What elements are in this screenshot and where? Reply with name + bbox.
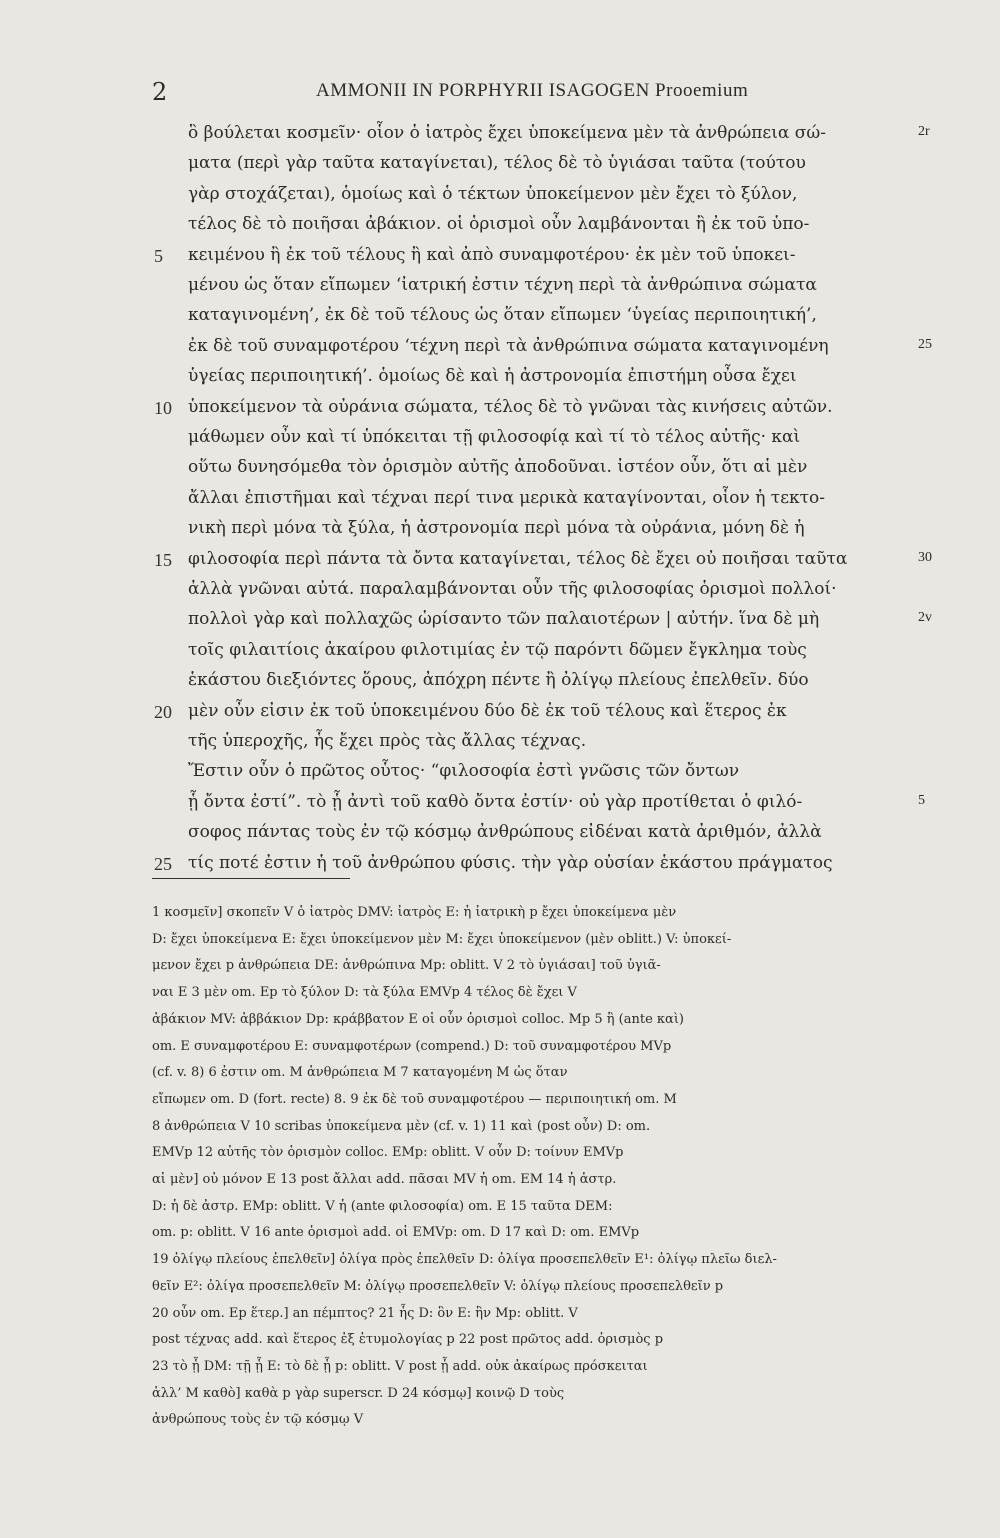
text-line-content: καταγινομένη’, ἐκ δὲ τοῦ τέλους ὡς ὅταν εἴπωμεν ‘ὑγείας περιποιητική’, bbox=[188, 305, 817, 326]
line-number: 5 bbox=[154, 245, 163, 266]
apparatus-line: om. E συναμφοτέρου E: συναμφοτέρων (compend.) D: τοῦ συναμφοτέρου MVp bbox=[152, 1038, 672, 1054]
text-line bbox=[0, 392, 1000, 422]
text-line bbox=[0, 179, 1000, 209]
text-line-content: ὑποκείμενον τὰ οὐράνια σώματα, τέλος δὲ τὸ γνῶναι τὰς κινήσεις αὐτῶν. bbox=[188, 396, 833, 417]
apparatus-line: 8 ἀνθρώπεια V 10 scribas ὑποκείμενα μὲν (cf. v. 1) 11 καὶ (post οὖν) D: om. bbox=[152, 1118, 651, 1134]
text-line bbox=[0, 848, 1000, 878]
apparatus-line: (cf. v. 8) 6 ἐστιν om. M ἀνθρώπεια M 7 καταγομένη M ὡς ὅταν bbox=[152, 1065, 568, 1081]
text-line-content: πολλοὶ γὰρ καὶ πολλαχῶς ὡρίσαντο τῶν παλαιοτέρων | αὐτήν. ἵνα δὲ μὴ bbox=[188, 609, 820, 630]
text-line-content: φιλοσοφία περὶ πάντα τὰ ὄντα καταγίνεται, τέλος δὲ ἔχει οὐ ποιῆσαι ταῦτα bbox=[188, 548, 848, 569]
line-number: 20 bbox=[154, 701, 172, 722]
text-line-content: τίς ποτέ ἐστιν ἡ τοῦ ἀνθρώπου φύσις. τὴν γὰρ οὐσίαν ἑκάστου πράγματος bbox=[188, 852, 833, 873]
margin-reference: 2v bbox=[918, 610, 932, 626]
margin-reference: 2r bbox=[918, 124, 930, 139]
apparatus-line: 20 οὖν om. Ep ἕτερ.] an πέμπτος? 21 ἧς D: ὃν E: ἣν Mp: oblitt. V bbox=[152, 1305, 578, 1321]
line-number: 15 bbox=[154, 549, 172, 570]
text-line bbox=[0, 361, 1000, 391]
text-line-content: ὃ βούλεται κοσμεῖν· οἷον ὁ ἰατρὸς ἔχει ὑποκείμενα μὲν τὰ ἀνθρώπεια σώ- bbox=[188, 123, 826, 143]
text-line-content: ὑγείας περιποιητική’. ὁμοίως δὲ καὶ ἡ ἀστρονομία ἐπιστήμη οὖσα ἔχει bbox=[188, 366, 797, 387]
apparatus-line: 19 ὀλίγῳ πλείους ἐπελθεῖν] ὀλίγα πρὸς ἐπελθεῖν D: ὀλίγα προσεπελθεῖν E¹: ὀλίγῳ πλεῖω διελ- bbox=[152, 1252, 777, 1268]
running-header bbox=[0, 78, 1000, 108]
apparatus-line: ναι E 3 μὲν om. Ep τὸ ξύλον D: τὰ ξύλα EMVp 4 τέλος δὲ ἔχει V bbox=[152, 985, 577, 1001]
text-line bbox=[0, 118, 1000, 148]
text-line bbox=[0, 817, 1000, 847]
text-line-content: τῆς ὑπεροχῆς, ἧς ἔχει πρὸς τὰς ἄλλας τέχνας. bbox=[188, 731, 587, 751]
apparatus-line: 23 τὸ ᾗ DM: τῇ ᾗ E: τὸ δὲ ᾗ p: oblitt. V post ᾗ add. οὐκ ἀκαίρως πρόσκειται bbox=[152, 1358, 648, 1374]
running-head-title: AMMONII IN PORPHYRII ISAGOGEN Prooemium bbox=[316, 80, 749, 101]
text-line-content: ματα (περὶ γὰρ ταῦτα καταγίνεται), τέλος δὲ τὸ ὑγιάσαι ταῦτα (τούτου bbox=[188, 153, 806, 174]
text-line bbox=[0, 696, 1000, 726]
line-number: 25 bbox=[154, 853, 172, 874]
apparatus-line: om. p: oblitt. V 16 ante ὁρισμοὶ add. οἱ EMVp: om. D 17 καὶ D: om. EMVp bbox=[152, 1225, 640, 1241]
apparatus-line: αἱ μὲν] οὐ μόνον E 13 post ἄλλαι add. πᾶσαι MV ἡ om. EM 14 ἡ ἀστρ. bbox=[152, 1172, 617, 1187]
text-line bbox=[0, 544, 1000, 574]
text-line bbox=[0, 574, 1000, 604]
text-line-content: κειμένου ἢ ἐκ τοῦ τέλους ἢ καὶ ἀπὸ συναμφοτέρου· ἐκ μὲν τοῦ ὑποκει- bbox=[188, 244, 796, 265]
apparatus-line: post τέχνας add. καὶ ἕτερος ἐξ ἐτυμολογίας p 22 post πρῶτος add. ὁρισμὸς p bbox=[152, 1332, 664, 1348]
text-line bbox=[0, 300, 1000, 330]
text-line bbox=[0, 787, 1000, 817]
apparatus-line: 1 κοσμεῖν] σκοπεῖν V ὁ ἰατρὸς DMV: ἰατρὸς E: ἡ ἰατρικὴ p ἔχει ὑποκείμενα μὲν bbox=[152, 905, 677, 920]
text-line-content: μὲν οὖν εἰσιν ἐκ τοῦ ὑποκειμένου δύο δὲ ἐκ τοῦ τέλους καὶ ἕτερος ἐκ bbox=[188, 700, 787, 721]
text-line bbox=[0, 726, 1000, 756]
text-line bbox=[0, 209, 1000, 239]
apparatus-line: EMVp 12 αὐτῆς τὸν ὁρισμὸν colloc. EMp: oblitt. V οὖν D: τοίνυν EMVp bbox=[152, 1145, 624, 1161]
apparatus-line: D: ἔχει ὑποκείμενα E: ἔχει ὑποκείμενον μὲν M: ἔχει ὑποκείμενον (μὲν oblitt.) V: ὑποκεί- bbox=[152, 931, 732, 947]
text-line bbox=[0, 422, 1000, 452]
text-line-content: σοφος πάντας τοὺς ἐν τῷ κόσμῳ ἀνθρώπους εἰδέναι κατὰ ἀριθμόν, ἀλλὰ bbox=[188, 822, 822, 843]
text-line-content: ᾗ ὄντα ἐστί”. τὸ ᾗ ἀντὶ τοῦ καθὸ ὄντα ἐστίν· οὐ γὰρ προτίθεται ὁ φιλό- bbox=[188, 791, 803, 812]
text-line bbox=[0, 240, 1000, 270]
margin-reference: 25 bbox=[918, 336, 932, 352]
text-line-content: Ἔστιν οὖν ὁ πρῶτος οὗτος· “φιλοσοφία ἐστὶ γνῶσις τῶν ὄντων bbox=[188, 761, 740, 782]
text-line bbox=[0, 483, 1000, 513]
apparatus-line: ἀνθρώπους τοὺς ἐν τῷ κόσμῳ V bbox=[152, 1412, 364, 1428]
text-line bbox=[0, 635, 1000, 665]
apparatus-line: ἀλλ’ M καθὸ] καθὰ p γὰρ superscr. D 24 κόσμῳ] κοινῷ D τοὺς bbox=[152, 1385, 565, 1401]
text-line bbox=[0, 452, 1000, 482]
page-number: 2 bbox=[152, 78, 168, 106]
footnote-divider bbox=[152, 878, 350, 879]
text-line-content: ἐκ δὲ τοῦ συναμφοτέρου ‘τέχνη περὶ τὰ ἀνθρώπινα σώματα καταγινομένη bbox=[188, 335, 829, 356]
text-line bbox=[0, 756, 1000, 786]
text-line-content: ἄλλαι ἐπιστῆμαι καὶ τέχναι περί τινα μερικὰ καταγίνονται, οἷον ἡ τεκτο- bbox=[188, 487, 826, 508]
text-line-content: οὕτω δυνησόμεθα τὸν ὁρισμὸν αὐτῆς ἀποδοῦναι. ἰστέον οὖν, ὅτι αἱ μὲν bbox=[188, 457, 808, 478]
text-line bbox=[0, 148, 1000, 178]
text-line-content: ἑκάστου διεξιόντες ὅρους, ἀπόχρη πέντε ἢ ὀλίγῳ πλείους ἐπελθεῖν. δύο bbox=[188, 670, 809, 691]
apparatus-line: εἴπωμεν om. D (fort. recte) 8. 9 ἐκ δὲ τοῦ συναμφοτέρου — περιποιητική om. M bbox=[152, 1091, 677, 1107]
text-line-content: γὰρ στοχάζεται), ὁμοίως καὶ ὁ τέκτων ὑποκείμενον μὲν ἔχει τὸ ξύλον, bbox=[188, 183, 798, 204]
text-line-content: τοῖς φιλαιτίοις ἀκαίρου φιλοτιμίας ἐν τῷ παρόντι δῶμεν ἔγκλημα τοὺς bbox=[188, 639, 807, 660]
text-line-content: μένου ὡς ὅταν εἴπωμεν ‘ἰατρική ἐστιν τέχνη περὶ τὰ ἀνθρώπινα σώματα bbox=[188, 275, 817, 295]
margin-reference: 5 bbox=[918, 792, 925, 808]
text-line-content: τέλος δὲ τὸ ποιῆσαι ἀβάκιον. οἱ ὁρισμοὶ οὖν λαμβάνονται ἢ ἐκ τοῦ ὑπο- bbox=[188, 214, 810, 235]
apparatus-line: μενον ἔχει p ἀνθρώπεια DE: ἀνθρώπινα Mp: oblitt. V 2 τὸ ὑγιάσαι] τοῦ ὑγιᾶ- bbox=[152, 958, 661, 974]
text-line-content: μάθωμεν οὖν καὶ τί ὑπόκειται τῇ φιλοσοφίᾳ καὶ τί τὸ τέλος αὐτῆς· καὶ bbox=[188, 427, 801, 447]
text-line-content: νικὴ περὶ μόνα τὰ ξύλα, ἡ ἀστρονομία περὶ μόνα τὰ οὐράνια, μόνη δὲ ἡ bbox=[188, 518, 805, 539]
margin-reference: 30 bbox=[918, 549, 932, 565]
text-line bbox=[0, 331, 1000, 361]
apparatus-line: ἀβάκιον MV: ἀββάκιον Dp: κράββατον E οἱ οὖν ὁρισμοὶ colloc. Mp 5 ἢ (ante καὶ) bbox=[152, 1011, 684, 1027]
text-line bbox=[0, 665, 1000, 695]
line-number: 10 bbox=[154, 397, 172, 418]
text-line bbox=[0, 270, 1000, 300]
text-line bbox=[0, 604, 1000, 634]
apparatus-line: D: ἡ δὲ ἀστρ. EMp: oblitt. V ἡ (ante φιλοσοφία) om. E 15 ταῦτα DEM: bbox=[152, 1198, 613, 1214]
text-line-content: ἀλλὰ γνῶναι αὐτά. παραλαμβάνονται οὖν τῆς φιλοσοφίας ὁρισμοὶ πολλοί· bbox=[188, 579, 837, 599]
text-line bbox=[0, 513, 1000, 543]
apparatus-line: θεῖν E²: ὀλίγα προσεπελθεῖν M: ὀλίγῳ προσεπελθεῖν V: ὀλίγῳ πλείους προσεπελθεῖν p bbox=[152, 1278, 724, 1294]
